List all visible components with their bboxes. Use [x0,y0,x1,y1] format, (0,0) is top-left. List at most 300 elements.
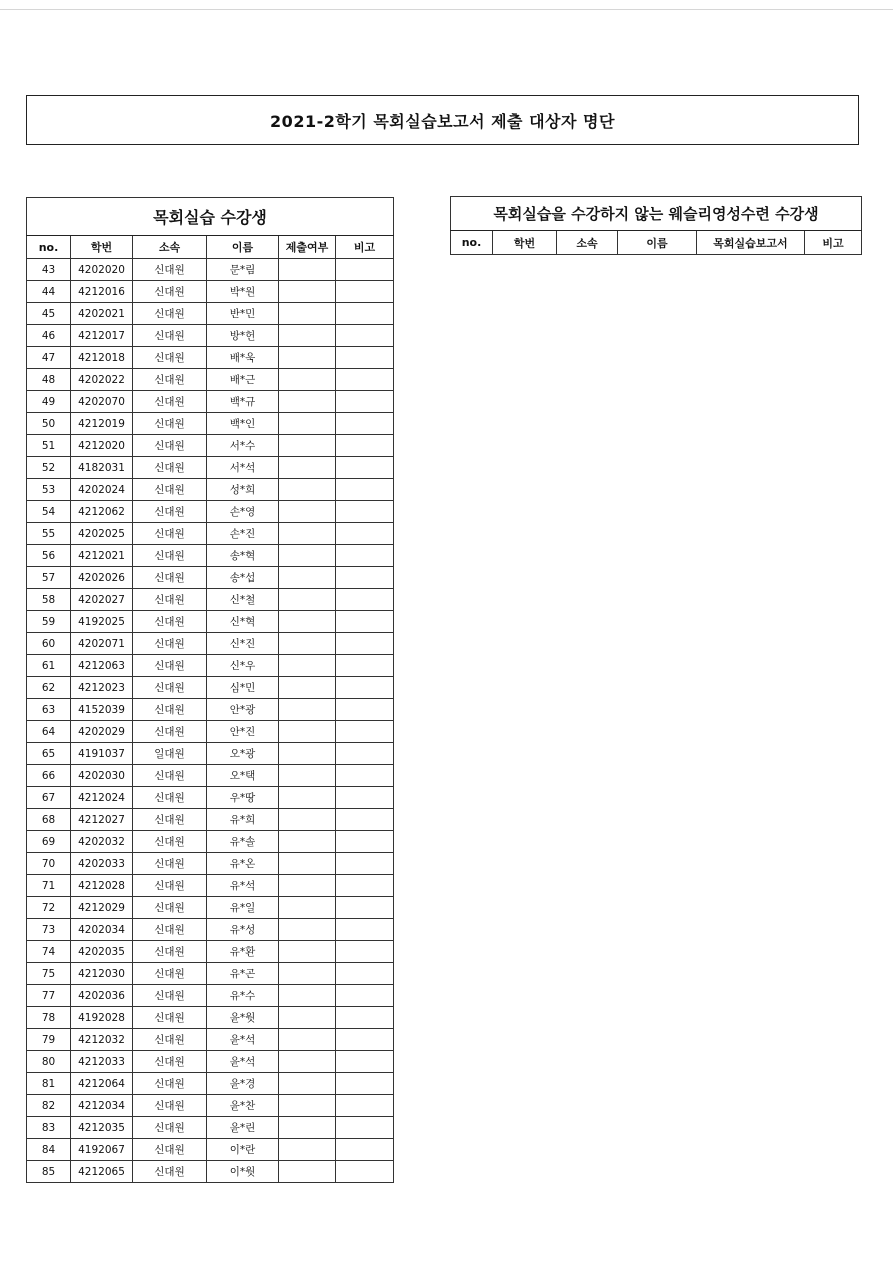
cell-submitted [279,721,336,743]
cell-name: 문*림 [207,259,279,281]
cell-submitted [279,963,336,985]
cell-no: 55 [27,523,71,545]
table-row [27,655,394,677]
cell-note [336,853,394,875]
cell-no: 62 [27,677,71,699]
cell-submitted [279,347,336,369]
cell-name: 백*인 [207,413,279,435]
cell-note [336,743,394,765]
cell-submitted [279,765,336,787]
cell-affiliation: 신대원 [133,1051,207,1073]
table-row [27,523,394,545]
cell-student-id: 4191037 [71,743,133,765]
cell-note [336,413,394,435]
cell-affiliation: 신대원 [133,919,207,941]
table-row [27,853,394,875]
cell-affiliation: 신대원 [133,391,207,413]
cell-no: 59 [27,611,71,633]
cell-affiliation: 신대원 [133,501,207,523]
table-row [27,897,394,919]
table-row [27,1161,394,1183]
cell-student-id: 4212019 [71,413,133,435]
table-body [27,259,394,1183]
cell-submitted [279,501,336,523]
cell-student-id: 4212035 [71,1117,133,1139]
col-header-report: 목회실습보고서 [697,231,805,255]
table-row [27,413,394,435]
cell-student-id: 4202033 [71,853,133,875]
cell-no: 70 [27,853,71,875]
cell-name: 성*희 [207,479,279,501]
cell-student-id: 4212063 [71,655,133,677]
table-row [27,919,394,941]
page-title: 2021-2학기 목회실습보고서 제출 대상자 명단 [26,95,859,145]
cell-name: 신*철 [207,589,279,611]
cell-affiliation: 신대원 [133,1007,207,1029]
table-row [27,347,394,369]
cell-affiliation: 신대원 [133,677,207,699]
cell-no: 47 [27,347,71,369]
table-row [27,633,394,655]
cell-no: 64 [27,721,71,743]
cell-affiliation: 신대원 [133,523,207,545]
table-row [27,721,394,743]
cell-note [336,1139,394,1161]
cell-affiliation: 신대원 [133,589,207,611]
cell-no: 45 [27,303,71,325]
cell-no: 72 [27,897,71,919]
cell-submitted [279,743,336,765]
cell-note [336,303,394,325]
cell-submitted [279,1051,336,1073]
cell-submitted [279,1095,336,1117]
cell-affiliation: 신대원 [133,479,207,501]
table-row [27,1051,394,1073]
cell-student-id: 4212023 [71,677,133,699]
table-row [27,831,394,853]
enrolled-students-table [26,197,394,1183]
cell-student-id: 4192067 [71,1139,133,1161]
table-row [27,501,394,523]
cell-submitted [279,787,336,809]
cell-name: 신*혁 [207,611,279,633]
cell-student-id: 4202021 [71,303,133,325]
cell-no: 44 [27,281,71,303]
cell-no: 69 [27,831,71,853]
table-row [27,1095,394,1117]
cell-affiliation: 신대원 [133,985,207,1007]
cell-name: 안*광 [207,699,279,721]
cell-affiliation: 신대원 [133,655,207,677]
cell-no: 46 [27,325,71,347]
cell-affiliation: 신대원 [133,809,207,831]
cell-no: 61 [27,655,71,677]
cell-affiliation: 신대원 [133,897,207,919]
cell-no: 53 [27,479,71,501]
cell-submitted [279,545,336,567]
cell-affiliation: 신대원 [133,941,207,963]
col-header-note: 비고 [336,236,394,259]
cell-name: 윤*석 [207,1029,279,1051]
cell-student-id: 4202032 [71,831,133,853]
table-row [27,1007,394,1029]
cell-affiliation: 신대원 [133,457,207,479]
cell-submitted [279,281,336,303]
cell-no: 83 [27,1117,71,1139]
table-row [27,875,394,897]
cell-affiliation: 신대원 [133,1139,207,1161]
cell-submitted [279,941,336,963]
table-row [27,985,394,1007]
cell-note [336,1007,394,1029]
cell-note [336,545,394,567]
cell-submitted [279,633,336,655]
cell-affiliation: 신대원 [133,369,207,391]
table-row [27,391,394,413]
cell-student-id: 4212017 [71,325,133,347]
cell-submitted [279,897,336,919]
table-row [27,677,394,699]
cell-no: 60 [27,633,71,655]
cell-no: 48 [27,369,71,391]
cell-no: 84 [27,1139,71,1161]
cell-affiliation: 신대원 [133,853,207,875]
cell-note [336,501,394,523]
cell-affiliation: 신대원 [133,633,207,655]
col-header-student-id: 학번 [71,236,133,259]
cell-no: 74 [27,941,71,963]
table-row [27,435,394,457]
cell-name: 오*택 [207,765,279,787]
table-row [27,589,394,611]
cell-name: 안*진 [207,721,279,743]
cell-submitted [279,259,336,281]
cell-student-id: 4202034 [71,919,133,941]
cell-affiliation: 신대원 [133,787,207,809]
cell-name: 윤*석 [207,1051,279,1073]
cell-student-id: 4202071 [71,633,133,655]
table-row [27,259,394,281]
col-header-note: 비고 [805,231,862,255]
table-caption: 목회실습을 수강하지 않는 웨슬리영성수련 수강생 [451,197,862,231]
cell-name: 손*영 [207,501,279,523]
cell-note [336,633,394,655]
table-row [27,1073,394,1095]
table-row [27,787,394,809]
cell-student-id: 4212024 [71,787,133,809]
cell-student-id: 4182031 [71,457,133,479]
cell-note [336,1117,394,1139]
cell-submitted [279,1161,336,1183]
cell-student-id: 4212062 [71,501,133,523]
cell-affiliation: 신대원 [133,1117,207,1139]
cell-name: 유*솔 [207,831,279,853]
cell-note [336,721,394,743]
cell-note [336,347,394,369]
cell-submitted [279,985,336,1007]
cell-note [336,457,394,479]
table-row [27,809,394,831]
cell-note [336,765,394,787]
cell-affiliation: 신대원 [133,831,207,853]
cell-note [336,985,394,1007]
cell-affiliation: 신대원 [133,721,207,743]
cell-affiliation: 신대원 [133,347,207,369]
cell-student-id: 4202036 [71,985,133,1007]
cell-no: 67 [27,787,71,809]
cell-note [336,259,394,281]
cell-no: 52 [27,457,71,479]
cell-no: 63 [27,699,71,721]
cell-name: 유*일 [207,897,279,919]
col-header-no: no. [27,236,71,259]
cell-note [336,809,394,831]
table-row [27,281,394,303]
cell-no: 50 [27,413,71,435]
cell-no: 81 [27,1073,71,1095]
cell-no: 57 [27,567,71,589]
cell-name: 윤*웟 [207,1007,279,1029]
table-row [27,457,394,479]
cell-note [336,1095,394,1117]
cell-no: 56 [27,545,71,567]
table-row [27,1117,394,1139]
cell-student-id: 4192028 [71,1007,133,1029]
non-enrolled-students-table [450,196,862,255]
cell-submitted [279,699,336,721]
cell-student-id: 4212018 [71,347,133,369]
cell-submitted [279,919,336,941]
cell-no: 82 [27,1095,71,1117]
cell-no: 54 [27,501,71,523]
cell-note [336,655,394,677]
col-header-name: 이름 [618,231,697,255]
table-row [27,1029,394,1051]
cell-name: 손*진 [207,523,279,545]
cell-affiliation: 신대원 [133,281,207,303]
table-row [27,611,394,633]
cell-submitted [279,1073,336,1095]
cell-submitted [279,1029,336,1051]
cell-name: 심*민 [207,677,279,699]
cell-name: 오*광 [207,743,279,765]
cell-student-id: 4202026 [71,567,133,589]
cell-name: 백*규 [207,391,279,413]
cell-note [336,1029,394,1051]
cell-affiliation: 신대원 [133,699,207,721]
cell-affiliation: 신대원 [133,259,207,281]
cell-affiliation: 신대원 [133,567,207,589]
col-header-student-id: 학번 [493,231,557,255]
col-header-affiliation: 소속 [557,231,618,255]
cell-no: 75 [27,963,71,985]
cell-submitted [279,325,336,347]
cell-name: 반*민 [207,303,279,325]
cell-name: 윤*린 [207,1117,279,1139]
cell-student-id: 4212030 [71,963,133,985]
cell-submitted [279,369,336,391]
cell-student-id: 4202030 [71,765,133,787]
cell-note [336,391,394,413]
cell-name: 이*란 [207,1139,279,1161]
cell-name: 신*우 [207,655,279,677]
table-row [27,963,394,985]
cell-submitted [279,523,336,545]
cell-name: 유*수 [207,985,279,1007]
cell-name: 서*석 [207,457,279,479]
cell-submitted [279,413,336,435]
cell-note [336,567,394,589]
cell-affiliation: 신대원 [133,1095,207,1117]
cell-no: 65 [27,743,71,765]
cell-no: 51 [27,435,71,457]
cell-submitted [279,589,336,611]
cell-name: 유*성 [207,919,279,941]
table-row [27,743,394,765]
cell-student-id: 4212016 [71,281,133,303]
cell-submitted [279,567,336,589]
cell-submitted [279,1007,336,1029]
table-row [27,303,394,325]
cell-student-id: 4212020 [71,435,133,457]
cell-affiliation: 일대원 [133,743,207,765]
cell-name: 유*환 [207,941,279,963]
cell-affiliation: 신대원 [133,325,207,347]
cell-student-id: 4192025 [71,611,133,633]
table-row [27,699,394,721]
table-row [27,545,394,567]
cell-name: 박*원 [207,281,279,303]
col-header-name: 이름 [207,236,279,259]
cell-note [336,787,394,809]
cell-student-id: 4202027 [71,589,133,611]
cell-no: 43 [27,259,71,281]
cell-affiliation: 신대원 [133,303,207,325]
cell-name: 유*석 [207,875,279,897]
cell-student-id: 4212034 [71,1095,133,1117]
cell-name: 유*온 [207,853,279,875]
cell-no: 78 [27,1007,71,1029]
cell-note [336,941,394,963]
table-row [27,369,394,391]
cell-student-id: 4212065 [71,1161,133,1183]
cell-student-id: 4212033 [71,1051,133,1073]
table-row [27,325,394,347]
cell-student-id: 4212064 [71,1073,133,1095]
cell-student-id: 4202070 [71,391,133,413]
cell-submitted [279,457,336,479]
cell-submitted [279,1117,336,1139]
cell-student-id: 4202024 [71,479,133,501]
cell-note [336,1161,394,1183]
cell-note [336,831,394,853]
cell-submitted [279,655,336,677]
cell-student-id: 4212032 [71,1029,133,1051]
table-row [27,479,394,501]
cell-note [336,677,394,699]
cell-name: 우*땅 [207,787,279,809]
cell-note [336,589,394,611]
cell-student-id: 4212021 [71,545,133,567]
cell-affiliation: 신대원 [133,545,207,567]
cell-note [336,325,394,347]
cell-submitted [279,1139,336,1161]
cell-student-id: 4202035 [71,941,133,963]
cell-submitted [279,479,336,501]
cell-no: 79 [27,1029,71,1051]
cell-no: 77 [27,985,71,1007]
cell-note [336,435,394,457]
cell-student-id: 4152039 [71,699,133,721]
cell-submitted [279,875,336,897]
cell-no: 58 [27,589,71,611]
cell-submitted [279,611,336,633]
table-row [27,1139,394,1161]
cell-name: 방*헌 [207,325,279,347]
cell-affiliation: 신대원 [133,1073,207,1095]
cell-student-id: 4202020 [71,259,133,281]
cell-affiliation: 신대원 [133,611,207,633]
cell-no: 85 [27,1161,71,1183]
cell-student-id: 4212027 [71,809,133,831]
cell-name: 배*욱 [207,347,279,369]
cell-note [336,897,394,919]
cell-affiliation: 신대원 [133,413,207,435]
cell-name: 신*진 [207,633,279,655]
cell-submitted [279,831,336,853]
cell-affiliation: 신대원 [133,963,207,985]
cell-no: 80 [27,1051,71,1073]
cell-name: 이*웟 [207,1161,279,1183]
table-row [27,941,394,963]
cell-submitted [279,853,336,875]
table-row [27,567,394,589]
cell-name: 배*근 [207,369,279,391]
cell-affiliation: 신대원 [133,875,207,897]
cell-submitted [279,435,336,457]
table-caption: 목회실습 수강생 [27,198,394,236]
cell-note [336,479,394,501]
cell-affiliation: 신대원 [133,1029,207,1051]
col-header-affiliation: 소속 [133,236,207,259]
cell-no: 71 [27,875,71,897]
cell-affiliation: 신대원 [133,765,207,787]
cell-note [336,369,394,391]
cell-submitted [279,391,336,413]
cell-student-id: 4202025 [71,523,133,545]
cell-submitted [279,809,336,831]
cell-note [336,281,394,303]
cell-note [336,963,394,985]
cell-name: 윤*경 [207,1073,279,1095]
cell-submitted [279,677,336,699]
cell-note [336,1051,394,1073]
cell-student-id: 4212029 [71,897,133,919]
top-rule [0,9,893,10]
table-row [27,765,394,787]
cell-student-id: 4202022 [71,369,133,391]
cell-student-id: 4202029 [71,721,133,743]
cell-name: 유*곤 [207,963,279,985]
cell-name: 송*섭 [207,567,279,589]
cell-note [336,919,394,941]
cell-name: 유*희 [207,809,279,831]
cell-note [336,1073,394,1095]
cell-note [336,523,394,545]
cell-name: 송*혁 [207,545,279,567]
cell-affiliation: 신대원 [133,1161,207,1183]
cell-name: 서*수 [207,435,279,457]
